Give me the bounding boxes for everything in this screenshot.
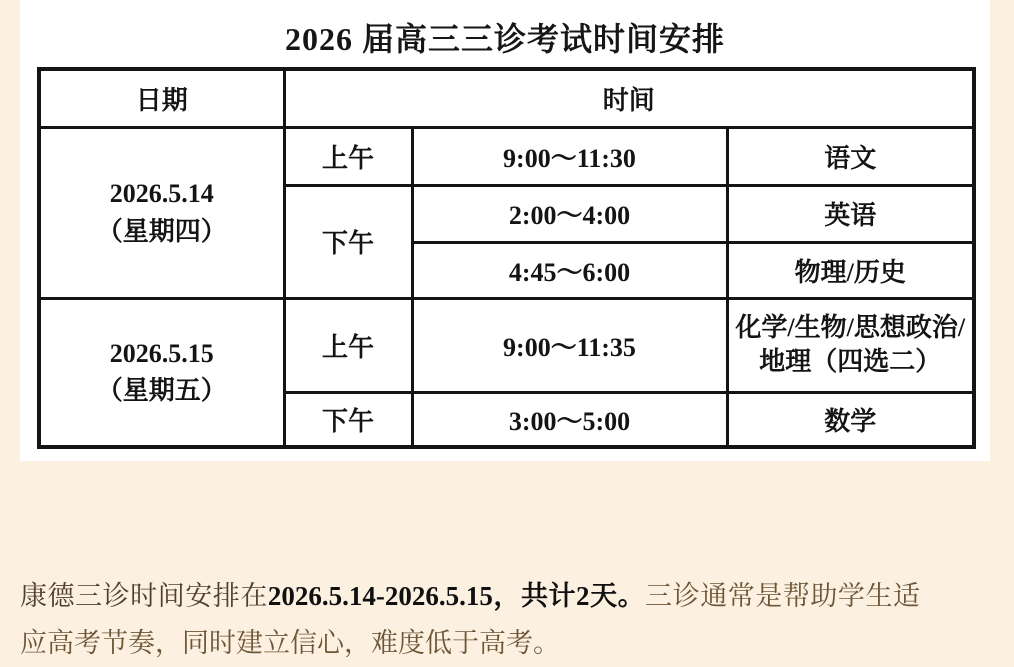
table-row — [39, 298, 974, 392]
date-column-header: 日期 — [39, 69, 284, 127]
date-text: 2026.5.14 — [109, 178, 214, 208]
table-header-row — [39, 69, 974, 127]
summary-note — [20, 573, 920, 667]
exam-schedule-table — [37, 67, 976, 449]
time-column-header: 时间 — [284, 69, 974, 127]
time-cell: 9:00～11:30 — [412, 127, 727, 185]
subject-cell: 英语 — [727, 185, 974, 242]
time-cell: 9:00～11:35 — [412, 298, 727, 392]
period-cell: 下午 — [284, 392, 412, 447]
period-cell: 下午 — [284, 185, 412, 298]
period-cell: 上午 — [284, 127, 412, 185]
content-panel — [20, 0, 990, 461]
period-cell: 上午 — [284, 298, 412, 392]
page-title: 2026 届高三三诊考试时间安排 — [284, 21, 725, 57]
subject-cell: 化学/生物/思想政治/地理（四选二） — [727, 298, 974, 392]
weekday-text: （星期五） — [96, 376, 227, 406]
note-suffix-text: 三诊通常是帮助学生适应高考节奏，同时建立信心，难度低于高考。 — [20, 581, 921, 658]
subject-cell: 数学 — [727, 392, 974, 447]
date-text: 2026.5.15 — [109, 338, 214, 368]
subject-cell: 物理/历史 — [727, 242, 974, 298]
subject-cell: 语文 — [727, 127, 974, 185]
note-prefix-text: 康德三诊时间安排在 — [20, 581, 268, 611]
time-cell: 3:00～5:00 — [412, 392, 727, 447]
note-bold-dates-text: 2026.5.14-2026.5.15，共计2天。 — [267, 581, 646, 611]
table-row — [39, 127, 974, 185]
date-cell-day2 — [39, 298, 284, 447]
date-cell-day1 — [39, 127, 284, 298]
weekday-text: （星期四） — [96, 216, 227, 246]
time-cell: 2:00～4:00 — [412, 185, 727, 242]
time-cell: 4:45～6:00 — [412, 242, 727, 298]
